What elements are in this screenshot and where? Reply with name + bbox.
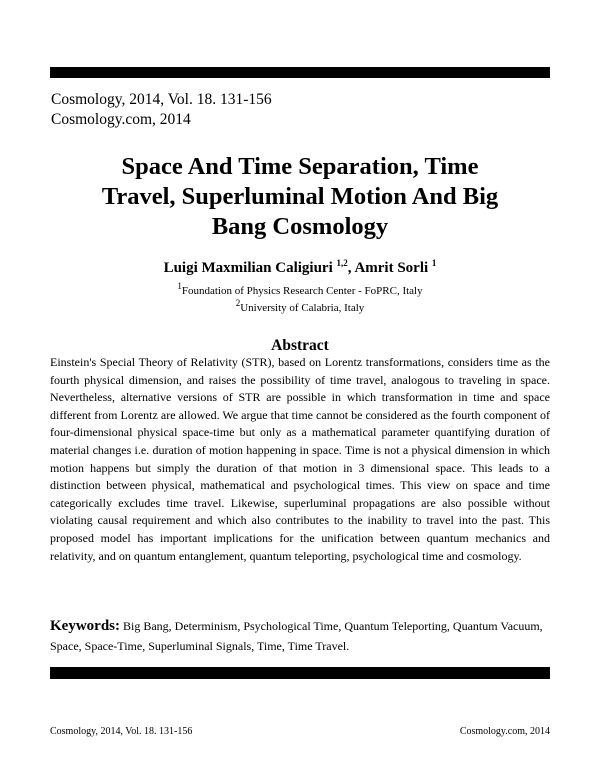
abstract-heading: Abstract — [271, 337, 329, 354]
journal-website: Cosmology.com, 2014 — [51, 111, 191, 128]
journal-citation: Cosmology, 2014, Vol. 18. 131-156 — [51, 91, 272, 108]
author-affiliation-marker: 1,2 — [336, 258, 348, 268]
footer-citation: Cosmology, 2014, Vol. 18. 131-156 — [50, 726, 193, 737]
footer-website: Cosmology.com, 2014 — [459, 726, 550, 737]
paper-title-line-3: Bang Cosmology — [211, 213, 389, 240]
keywords-label: Keywords: — [50, 618, 120, 634]
affiliation — [50, 300, 550, 316]
keywords-text: Big Bang, Determinism, Psychological Time, Quantum Teleporting, Quantum Vacuum, Space, Space-Time, Superluminal Signals, Time, Time Travel. — [50, 619, 543, 653]
affiliation-number: 2 — [235, 298, 241, 308]
author-separator: , — [347, 260, 355, 276]
keywords — [50, 616, 550, 656]
paper-title — [50, 152, 550, 242]
abstract-body: Einstein's Special Theory of Relativity (STR), based on Lorentz transformations, considers time as the fourth physical dimension, and raises the possibility of time travel, analogous to traveling in space. Nevertheless, alternative versions of STR are possible in which transformation in time and space different from Lorentz are allowed. We argue that time cannot be considered as the fourth component of four-dimensional physical space-time but only as a mathematical parameter quantifying duration of material changes i.e. duration of motion happening in space. Time is not a physical dimension in which motion happens but simply the duration of that motion in 3 dimensional space. This leads to a distinction between physical, mathematical and psychological times. This view on space and time categorically excludes time travel. Likewise, superluminal propagations are also possible without violating causal requirement and which also contributes to the inability to travel into the past. This proposed model has important implications for the unification between quantum mechanics and relativity, and on quantum entanglement, quantum teleporting, psychological time and cosmology. — [50, 355, 550, 563]
affiliation-text: Foundation of Physics Research Center - FoPRC, Italy — [181, 285, 423, 297]
bottom-rule — [50, 667, 550, 679]
affiliation-number: 1 — [177, 281, 182, 291]
affiliation-text: University of Calabria, Italy — [240, 302, 365, 314]
author-name: Luigi Maxmilian Caligiuri — [163, 260, 333, 276]
author-list — [50, 258, 550, 278]
affiliation — [50, 283, 550, 299]
author-name: Amrit Sorli — [354, 260, 429, 276]
author-affiliation-marker: 1 — [431, 258, 437, 268]
paper-title-line-2: Travel, Superluminal Motion And Big — [101, 183, 499, 210]
top-rule — [50, 67, 550, 78]
paper-title-line-1: Space And Time Separation, Time — [121, 153, 479, 180]
